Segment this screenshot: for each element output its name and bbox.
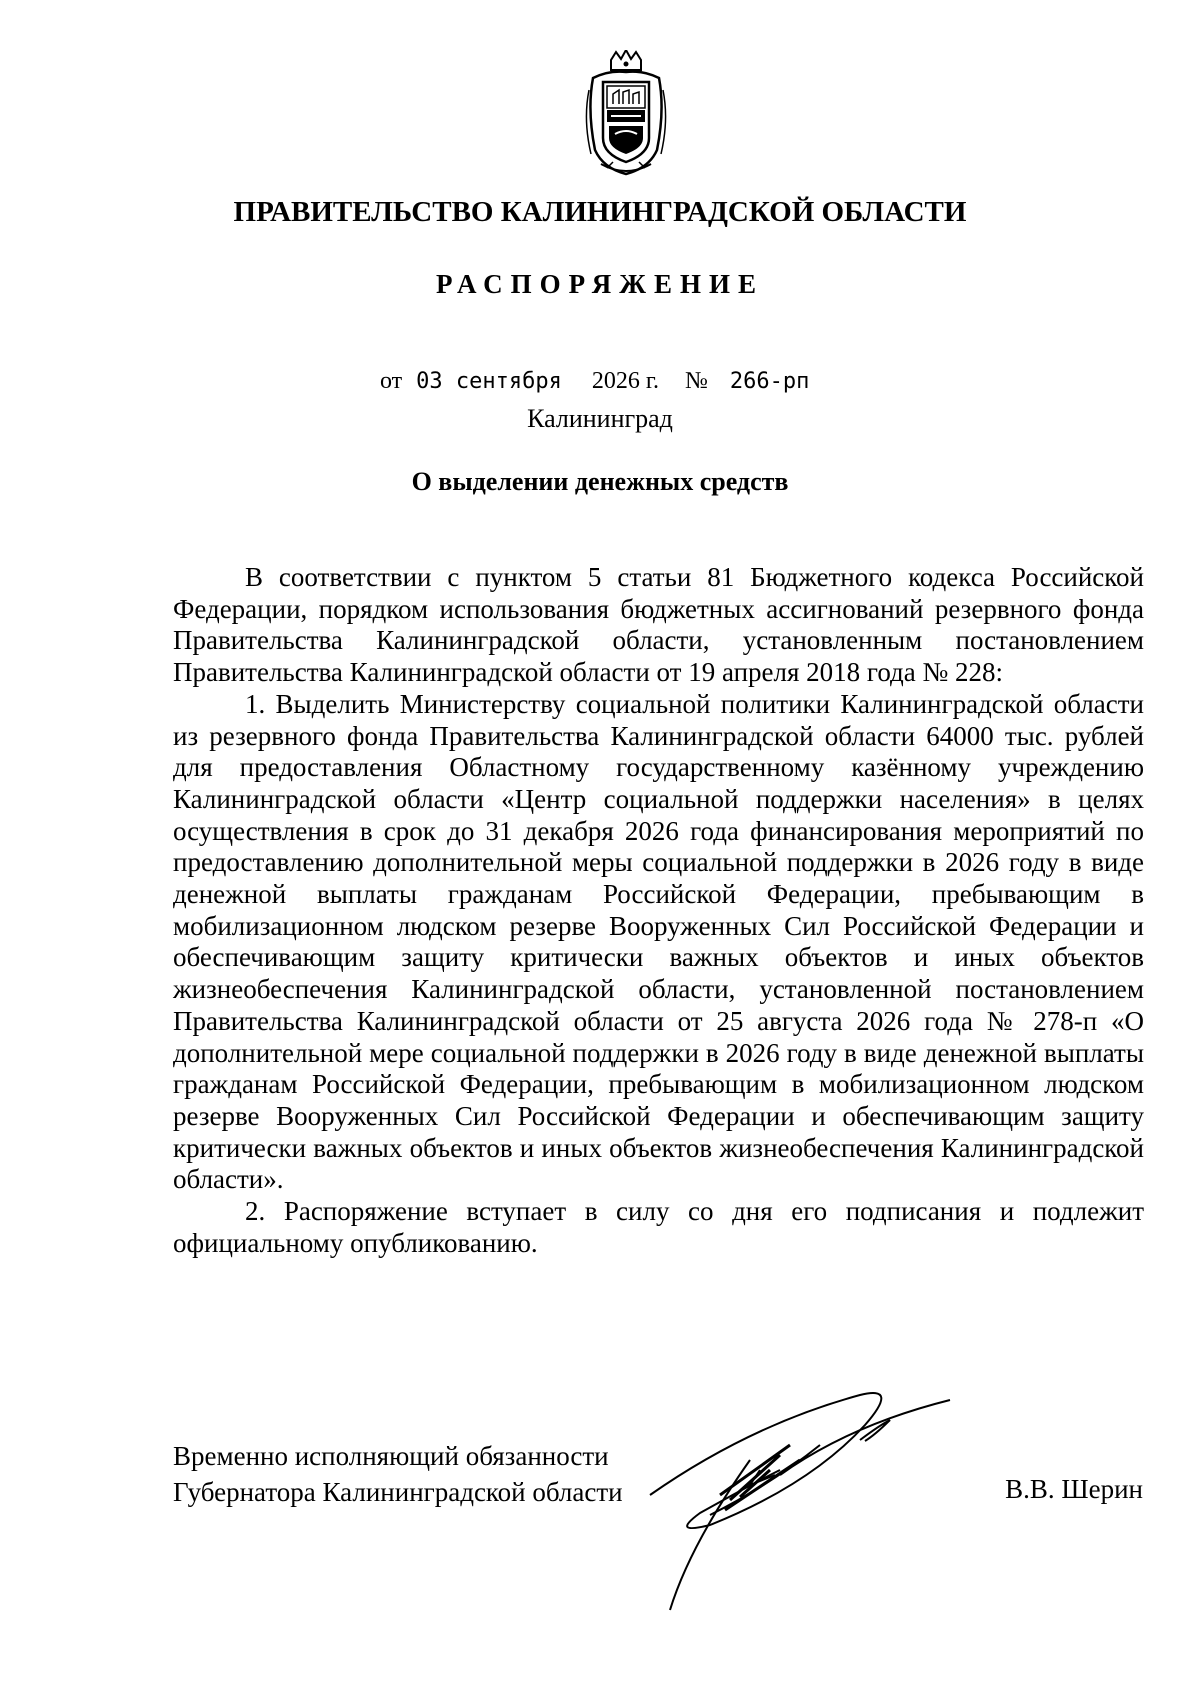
document-subject: О выделении денежных средств [411,467,789,496]
date-day-month: 03 сентября [416,369,562,394]
signer-position-line-1: Временно исполняющий обязанности [173,1441,609,1471]
signer-name: В.В. Шерин [1005,1474,1143,1504]
document-body [173,562,1144,1259]
signer-position [173,1438,623,1510]
handwritten-signature [630,1385,970,1615]
place-of-issue: Калининград [527,404,673,433]
preamble-paragraph: В соответствии с пунктом 5 статьи 81 Бюджетного кодекса Российской Федерации, порядком использования бюджетных ассигнований резервного фонда Правительства Калининградской области, установленным постановлением Правительства Калининградской области от 19 апреля 2018 года № 228: [173,562,1144,688]
coat-of-arms-emblem [583,50,669,180]
item-2-paragraph: 2. Распоряжение вступает в силу со дня его подписания и подлежит официальному опубликованию. [173,1196,1144,1258]
organization-title: ПРАВИТЕЛЬСТВО КАЛИНИНГРАДСКОЙ ОБЛАСТИ [233,196,967,228]
document-type: РАСПОРЯЖЕНИЕ [435,269,765,299]
signer-position-line-2: Губернатора Калининградской области [173,1477,623,1507]
document-number: 266-рп [729,369,810,394]
item-1-paragraph: 1. Выделить Министерству социальной политики Калининградской области из резервного фонда Правительства Калининградской области 64000 тыс. рублей для предоставления Областному государственному казённому учреждению Калининградской области «Центр социальной поддержки населения» в целях осуществления в срок до 31 декабря 2026 года финансирования мероприятий по предоставлению дополнительной меры социальной поддержки в 2026 году в виде денежной выплаты гражданам Российской Федерации, пребывающим в мобилизационном людском резерве Вооруженных Сил Российской Федерации и обеспечивающим защиту критически важных объектов и иных объектов жизнеобеспечения Калининградской области, установленной постановлением Правительства Калининградской области от 25 августа 2026 года № 278-п «О дополнительной мере социальной поддержки в 2026 году в виде денежной выплаты гражданам Российской Федерации, пребывающим в мобилизационном людском резерве Вооруженных Сил Российской Федерации и обеспечивающим защиту критически важных объектов и иных объектов жизнеобеспечения Калининградской области». [173,688,1144,1195]
date-number-line [380,368,809,395]
number-sign: № [685,368,708,394]
date-year: 2026 [591,368,640,394]
date-prefix: от [380,368,403,394]
date-year-suffix: г. [645,368,660,394]
